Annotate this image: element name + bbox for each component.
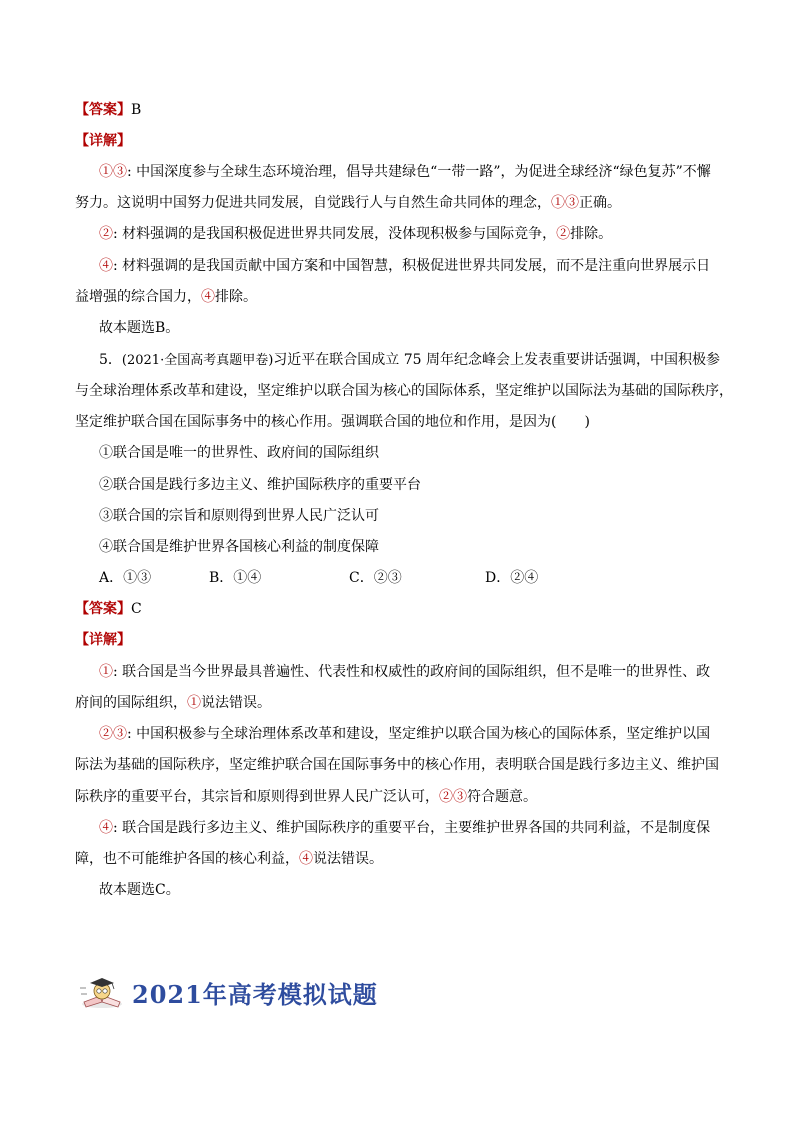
stem-text: 坚定维护联合国在国际事务中的核心作用。强调联合国的地位和作用，是因为( ) [75, 414, 590, 430]
option-marker: ②③ [439, 789, 467, 805]
option-a: A．①③ [99, 570, 152, 586]
detail-tag-line [75, 131, 131, 151]
detail-text: : 材料强调的是我国积极促进世界共同发展，没体现积极参与国际竞争， [113, 226, 557, 242]
detail-paragraph [99, 662, 710, 682]
conclusion: 故本题选B。 [99, 320, 180, 336]
answer-line [75, 599, 142, 619]
option-marker: ①③ [99, 164, 127, 180]
section-heading [78, 972, 378, 1012]
detail-paragraph-cont: 际法为基础的国际秩序，坚定维护联合国在国际事务中的核心作用，表明联合国是践行多边主义、维护国 [75, 757, 719, 773]
detail-text: 符合题意。 [467, 789, 537, 805]
detail-text: 努力。这说明中国努力促进共同发展，自觉践行人与自然生命共同体的理念， [75, 195, 551, 211]
option-marker: ① [99, 664, 113, 680]
answer-value: C [131, 601, 142, 617]
detail-paragraph-cont [75, 693, 271, 713]
detail-tag: 【详解】 [75, 133, 131, 149]
answer-tag: 【答案】 [75, 102, 131, 118]
question-source: (2021·全国高考真题甲卷) [121, 353, 274, 368]
answer-line [75, 100, 141, 120]
detail-text: : 中国积极参与全球治理体系改革和建设，坚定维护以联合国为核心的国际体系，坚定维护以国 [127, 726, 711, 742]
conclusion: 故本题选C。 [99, 882, 180, 898]
option-marker: ①③ [551, 195, 579, 211]
detail-text: 说法错误。 [313, 851, 383, 867]
detail-text: 正确。 [579, 195, 621, 211]
question-stem [99, 350, 720, 371]
option-b: B．①④ [209, 570, 262, 586]
detail-text: 益增强的综合国力， [75, 289, 201, 305]
detail-text: 障，也不可能维护各国的核心利益， [75, 851, 299, 867]
detail-text: 说法错误。 [201, 695, 271, 711]
graduate-book-icon [78, 974, 126, 1010]
option-marker: ④ [99, 820, 113, 836]
detail-paragraph [99, 256, 710, 276]
statement-item: ④联合国是维护世界各国核心利益的制度保障 [99, 539, 379, 555]
question-number: 5． [99, 352, 122, 368]
detail-paragraph [99, 724, 710, 744]
stem-text: 与全球治理体系改革和建设，坚定维护以联合国为核心的国际体系，坚定维护以国际法为基础的国际秩序， [75, 383, 733, 399]
detail-text: 排除。 [215, 289, 257, 305]
option-marker: ② [556, 226, 571, 242]
detail-text: : 中国深度参与全球生态环境治理，倡导共建绿色“一带一路”，为促进全球经济“绿色复苏”不懈 [127, 164, 711, 180]
detail-text: 排除。 [570, 226, 613, 242]
option-marker: ① [187, 695, 201, 711]
option-d: D．②④ [485, 570, 539, 586]
statement-item: ②联合国是践行多边主义、维护国际秩序的重要平台 [99, 477, 421, 493]
option-c: C．②③ [349, 570, 402, 586]
detail-text: : 联合国是当今世界最具普遍性、代表性和权威性的政府间的国际组织，但不是唯一的世界性、政 [113, 664, 711, 680]
answer-value: B [131, 102, 142, 118]
detail-paragraph-cont [75, 849, 383, 869]
detail-text: 府间的国际组织， [75, 695, 187, 711]
detail-paragraph [99, 818, 710, 838]
statement-item: ①联合国是唯一的世界性、政府间的国际组织 [99, 445, 379, 461]
stem-text: 习近平在联合国成立 75 周年纪念峰会上发表重要讲话强调，中国积极参 [273, 352, 721, 368]
detail-tag-line [75, 630, 131, 650]
option-marker: ④ [99, 258, 113, 274]
option-marker: ④ [201, 289, 215, 305]
option-marker: ④ [299, 851, 313, 867]
answer-options [99, 568, 559, 588]
detail-paragraph [99, 224, 612, 244]
detail-text: : 材料强调的是我国贡献中国方案和中国智慧，积极促进世界共同发展，而不是注重向世界展示日 [113, 258, 711, 274]
option-marker: ②③ [99, 726, 127, 742]
statement-item: ③联合国的宗旨和原则得到世界人民广泛认可 [99, 508, 379, 524]
answer-tag: 【答案】 [75, 601, 131, 617]
option-marker: ② [99, 226, 113, 242]
detail-tag: 【详解】 [75, 632, 131, 648]
section-title: 2021年高考模拟试题 [132, 979, 378, 1009]
detail-paragraph-cont [75, 193, 621, 213]
detail-text: : 联合国是践行多边主义、维护国际秩序的重要平台，主要维护世界各国的共同利益，不是制度保 [113, 820, 711, 836]
detail-text: 际秩序的重要平台，其宗旨和原则得到世界人民广泛认可， [75, 789, 439, 805]
detail-paragraph-cont [75, 287, 257, 307]
detail-paragraph [99, 162, 711, 182]
detail-paragraph-cont [75, 787, 537, 807]
